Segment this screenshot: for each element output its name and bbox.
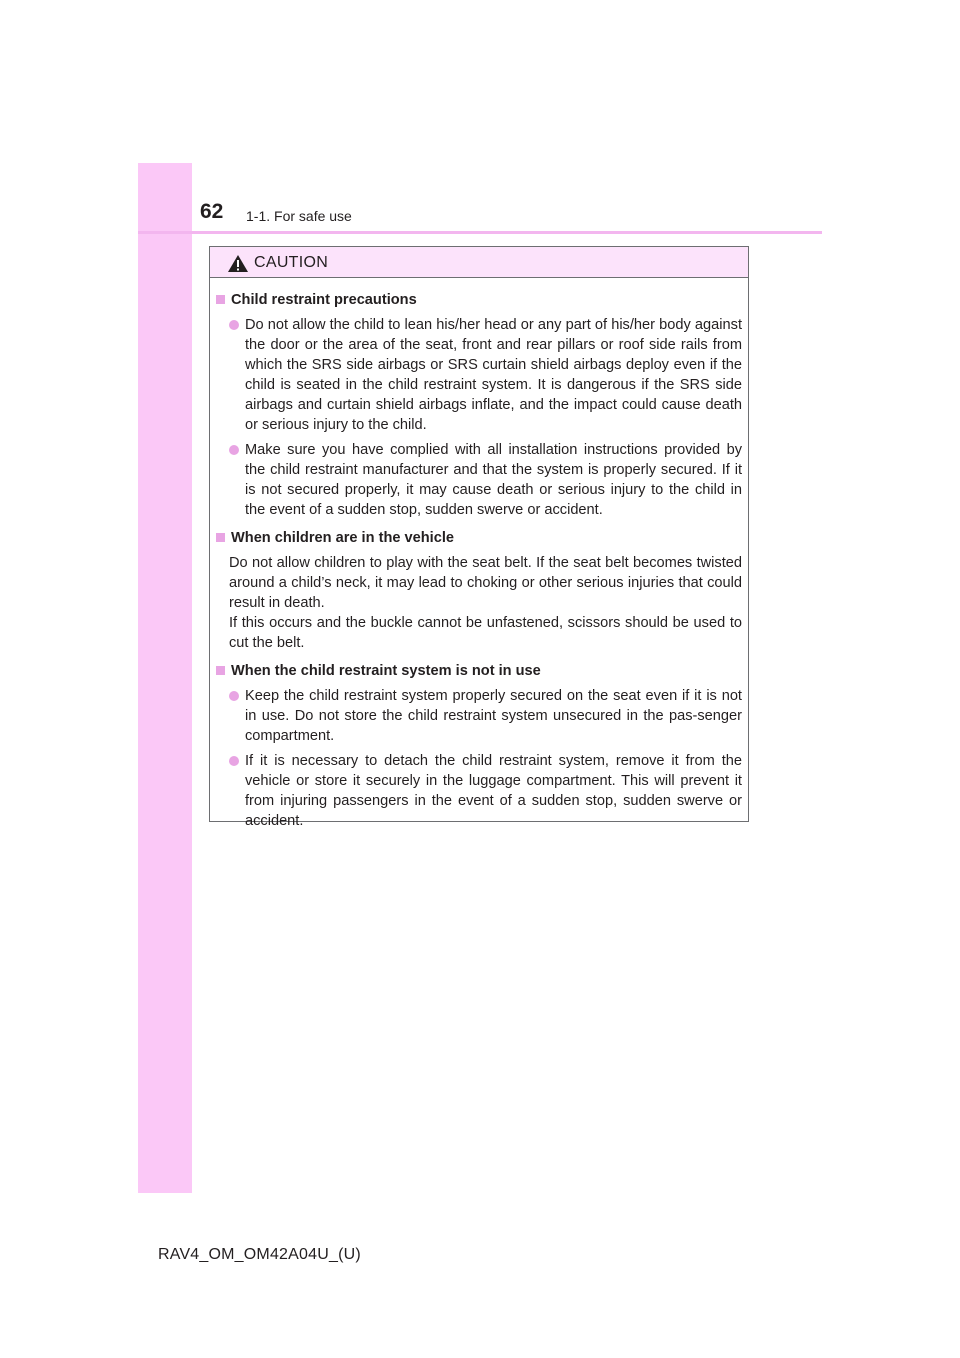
bullet-text: Do not allow the child to lean his/her head or any part of his/her body against the door or the area of the seat, front and rear pillars or roof side rails from which the SRS side airbags or SRS curtain shield airbags deploy even if the child is seated in the child restraint system. It is dangerous if the SRS side airbags and curtain shield airbags inflate, and the impact could cause death or serious injury to the child. [245, 317, 742, 433]
list-item [216, 686, 742, 746]
round-bullet-icon [229, 756, 239, 766]
page-number: 62 [200, 200, 224, 223]
caution-label: CAUTION [254, 254, 329, 271]
section-child-restraint-precautions [216, 290, 742, 520]
section-not-in-use [216, 661, 742, 831]
header-rule [138, 231, 822, 234]
section-title: When children are in the vehicle [231, 530, 455, 546]
caution-body [210, 278, 748, 831]
bullet-text: Keep the child restraint system properly secured on the seat even if it is not in use. Do not store the child restraint system unsecured in the pas-senger compartment. [245, 688, 742, 744]
list-item [216, 751, 742, 831]
warning-triangle-icon [227, 254, 249, 273]
square-bullet-icon [216, 666, 225, 675]
paragraph: Do not allow children to play with the seat belt. If the seat belt becomes twisted around a child’s neck, it may lead to choking or other serious injuries that could result in death. [229, 555, 742, 611]
side-color-strip [138, 163, 192, 1193]
paragraph: If this occurs and the buckle cannot be unfastened, scissors should be used to cut the belt. [229, 615, 742, 651]
document-code: RAV4_OM_OM42A04U_(U) [158, 1246, 361, 1263]
bullet-text: If it is necessary to detach the child restraint system, remove it from the vehicle or store it securely in the luggage compartment. This will prevent it from injuring passengers in the event of a sudden stop, sudden swerve or accident. [245, 753, 742, 829]
square-bullet-icon [216, 295, 225, 304]
section-children-in-vehicle [216, 528, 742, 653]
list-item [216, 315, 742, 435]
section-title: Child restraint precautions [231, 292, 417, 308]
round-bullet-icon [229, 320, 239, 330]
caution-header [210, 247, 748, 278]
bullet-text: Make sure you have complied with all installation instructions provided by the child restraint manufacturer and that the system is properly secured. If it is not secured properly, it may cause death or serious injury to the child in the event of a sudden stop, sudden swerve or accident. [245, 442, 742, 518]
round-bullet-icon [229, 691, 239, 701]
square-bullet-icon [216, 533, 225, 542]
section-title: When the child restraint system is not in use [231, 663, 541, 679]
paragraph-block [216, 553, 742, 653]
section-title: 1-1. For safe use [246, 208, 352, 224]
round-bullet-icon [229, 445, 239, 455]
caution-box [209, 246, 749, 829]
list-item [216, 440, 742, 520]
